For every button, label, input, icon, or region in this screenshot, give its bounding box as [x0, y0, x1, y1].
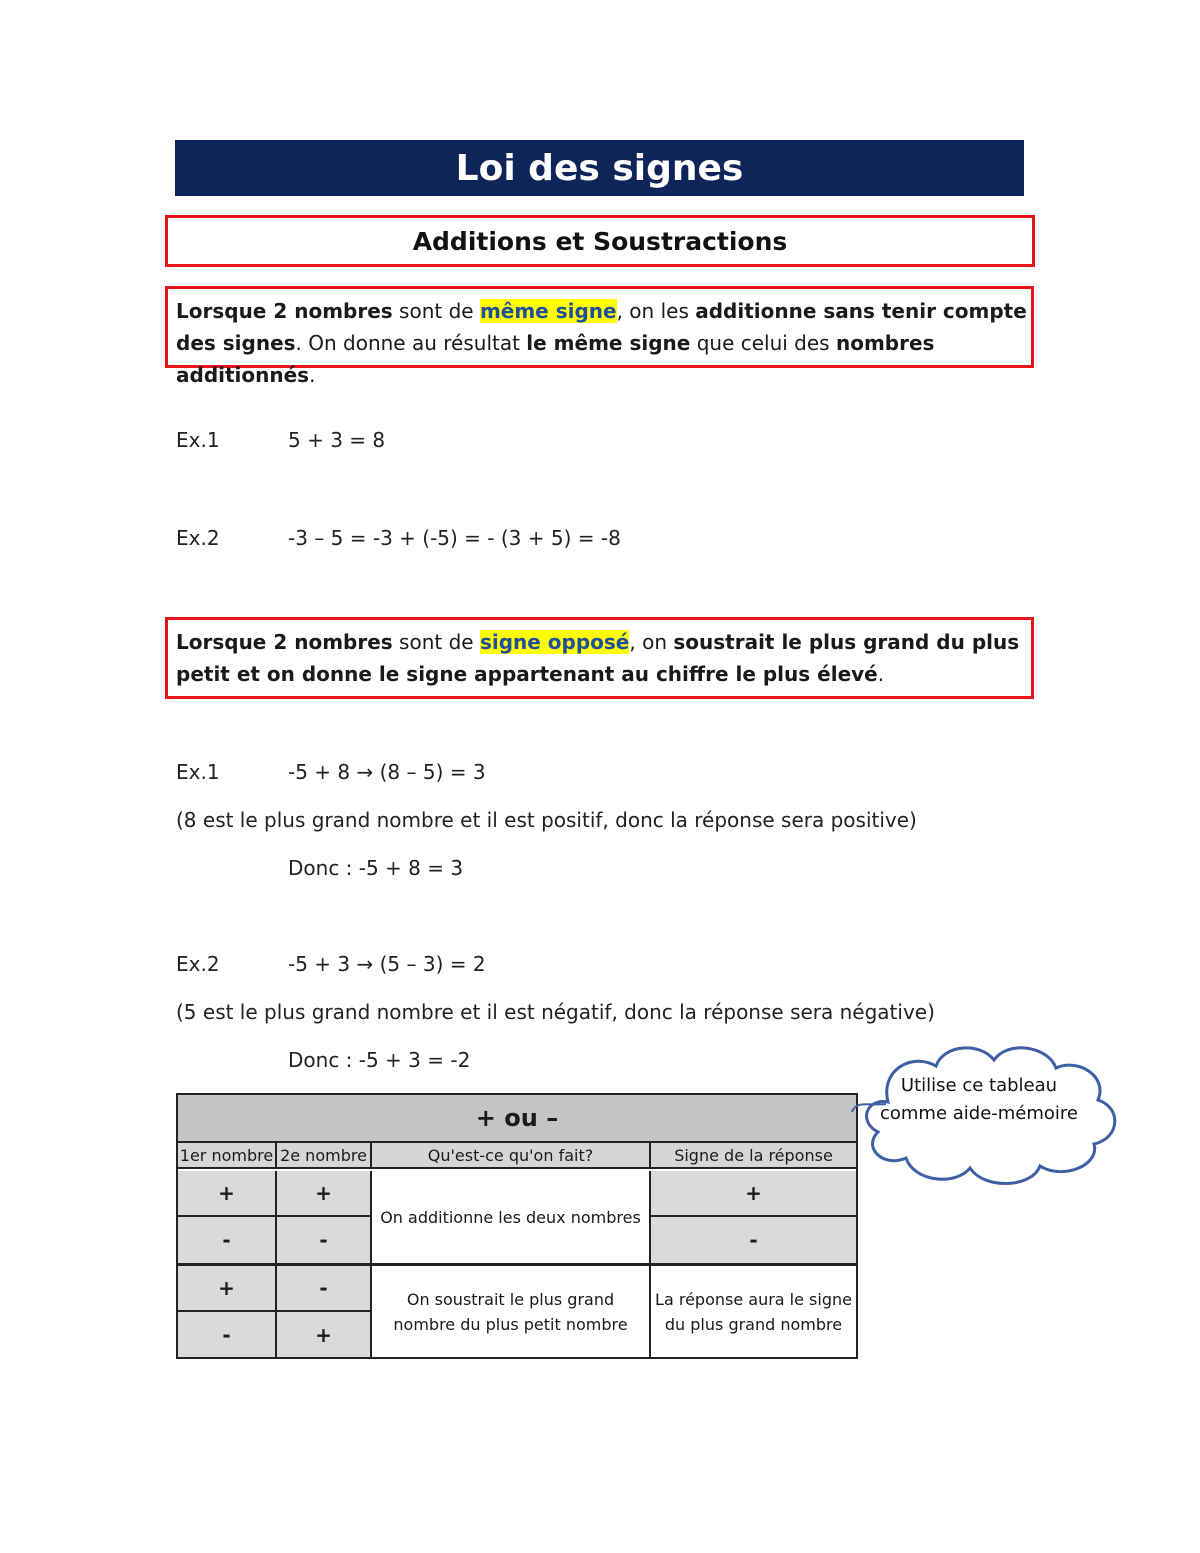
page-title: Loi des signes — [175, 140, 1024, 196]
example-expression: 5 + 3 = 8 — [288, 428, 386, 452]
rule-highlight: même signe — [479, 299, 617, 323]
rule-text: sont de — [392, 630, 480, 654]
column-header: 1er nombre — [178, 1143, 277, 1169]
example-expression: -5 + 3 → (5 – 3) = 2 — [288, 952, 486, 976]
table-cell-sign: - — [277, 1266, 372, 1312]
section-subtitle: Additions et Soustractions — [165, 215, 1035, 267]
example-note: (8 est le plus grand nombre et il est positif, donc la réponse sera positive) — [176, 808, 917, 832]
table-cell-action: On soustrait le plus grand nombre du plus petit nombre — [372, 1266, 651, 1357]
column-header: 2e nombre — [277, 1143, 372, 1169]
rule-text: nombres additionnés — [176, 331, 935, 387]
rule-text: . On donne au résultat — [295, 331, 527, 355]
rule-text: Lorsque 2 nombres — [176, 630, 393, 654]
rule-opposite-sign — [165, 617, 1034, 699]
example-label: Ex.1 — [176, 760, 220, 784]
table-cell-action: On additionne les deux nombres — [372, 1171, 651, 1263]
rule-text: sont de — [392, 299, 480, 323]
example-expression: -3 – 5 = -3 + (-5) = - (3 + 5) = -8 — [288, 526, 621, 550]
rule-text: additionne sans tenir compte des signes — [176, 299, 1027, 355]
example-expression: -5 + 8 → (8 – 5) = 3 — [288, 760, 486, 784]
table-header: + ou – — [178, 1095, 856, 1143]
table-cell-answer: - — [651, 1217, 856, 1263]
table-cell-sign: + — [178, 1266, 277, 1312]
rule-same-sign — [165, 286, 1034, 387]
example-conclusion: Donc : -5 + 8 = 3 — [288, 856, 464, 880]
rule-text: Lorsque 2 nombres — [176, 299, 393, 323]
rule-text: soustrait le plus grand du plus petit et on donne le signe appartenant au chiffre le plus élevé — [176, 630, 1020, 686]
column-header: Signe de la réponse — [651, 1143, 856, 1169]
table-cell-answer: La réponse aura le signe du plus grand nombre — [651, 1266, 856, 1357]
rule-highlight: signe opposé — [479, 630, 630, 654]
table-cell-sign: + — [178, 1171, 277, 1217]
rule-text: . — [877, 662, 885, 686]
rule-text: , on — [629, 630, 674, 654]
table-cell-sign: + — [277, 1312, 372, 1357]
rule-text: que celui des — [690, 331, 836, 355]
table-cell-sign: - — [277, 1217, 372, 1263]
table-cell-answer: + — [651, 1171, 856, 1217]
rule-text: , on les — [616, 299, 696, 323]
sign-rules-table — [176, 1093, 858, 1359]
example-note: (5 est le plus grand nombre et il est négatif, donc la réponse sera négative) — [176, 1000, 935, 1024]
example-conclusion: Donc : -5 + 3 = -2 — [288, 1048, 471, 1072]
example-label: Ex.1 — [176, 428, 220, 452]
rule-text: le même signe — [526, 331, 691, 355]
rule-text: . — [309, 363, 316, 387]
table-cell-sign: + — [277, 1171, 372, 1217]
example-label: Ex.2 — [176, 526, 220, 550]
cloud-callout-text: Utilise ce tableau comme aide-mémoire — [879, 1075, 1079, 1124]
table-cell-sign: - — [178, 1312, 277, 1357]
column-header: Qu'est-ce qu'on fait? — [372, 1143, 651, 1169]
example-label: Ex.2 — [176, 952, 220, 976]
table-cell-sign: - — [178, 1217, 277, 1263]
